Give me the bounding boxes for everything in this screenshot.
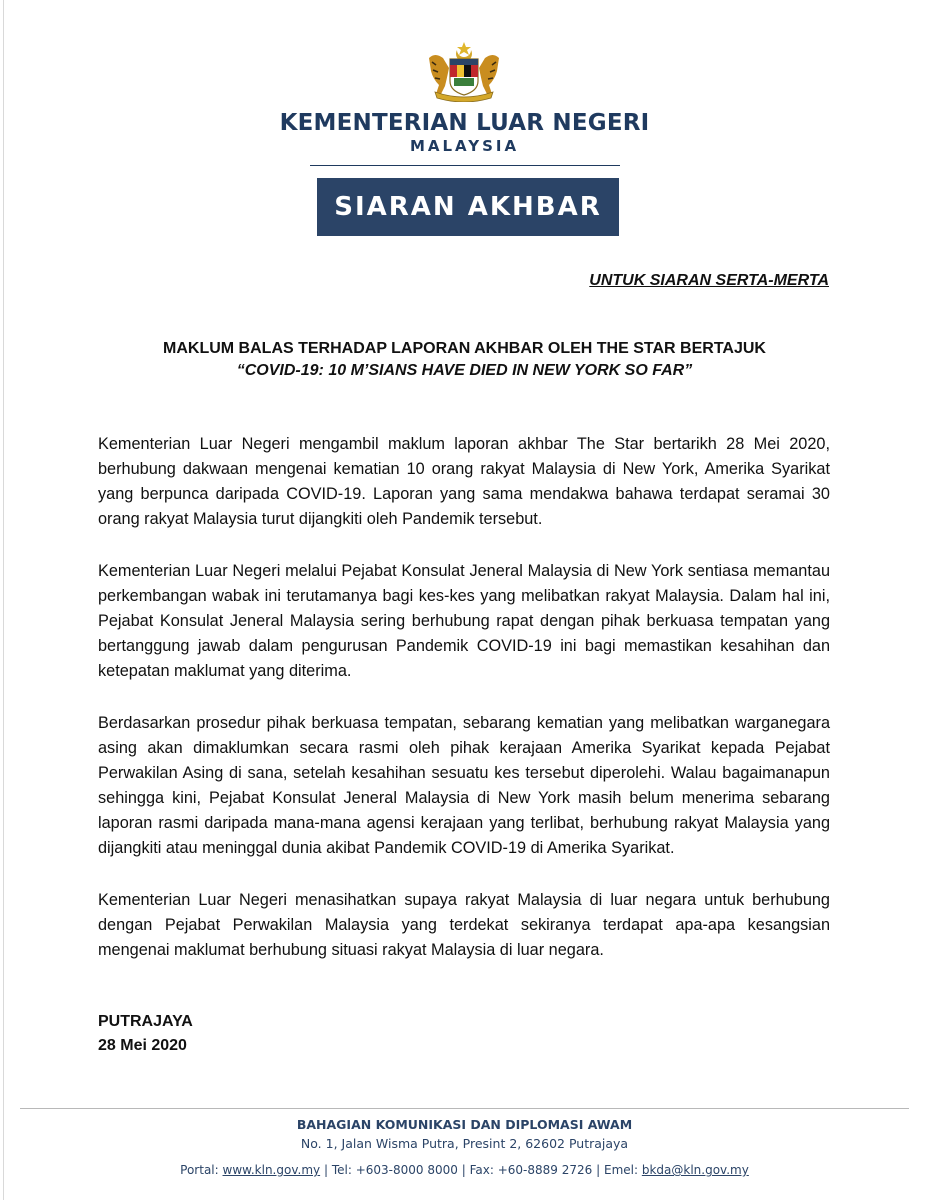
separator: |: [596, 1163, 601, 1177]
footer-contacts: [0, 1163, 929, 1177]
body-text: [98, 432, 830, 990]
footer-address: No. 1, Jalan Wisma Putra, Presint 2, 62602 Putrajaya: [300, 1136, 629, 1151]
fax-value: +60-8889 2726: [497, 1163, 593, 1177]
press-release-banner: SIARAN AKHBAR: [317, 178, 619, 236]
header-divider: [310, 165, 620, 166]
paragraph: Kementerian Luar Negeri melalui Pejabat Konsulat Jeneral Malaysia di New York sentiasa memantau perkembangan wabak ini terutamanya bagi kes-kes yang melibatkan rakyat Malaysia. Dalam hal ini, Pejabat Konsulat Jeneral Malaysia sering berhubung rapat dengan pihak berkuasa tempatan yang bertanggung jawab dalam pengurusan Pandemik COVID-19 ini bagi memastikan kesahihan dan ketepatan maklumat yang diterima.: [98, 562, 830, 680]
signoff-place: PUTRAJAYA: [98, 1013, 193, 1030]
page-edge: [3, 0, 4, 1200]
ministry-country: MALAYSIA: [409, 137, 520, 155]
coat-of-arms-icon: [421, 40, 507, 102]
tel-label: Tel:: [331, 1163, 352, 1177]
footer-department: BAHAGIAN KOMUNIKASI DAN DIPLOMASI AWAM: [296, 1117, 633, 1132]
release-label: UNTUK SIARAN SERTA-MERTA: [589, 272, 829, 289]
paragraph: Kementerian Luar Negeri menasihatkan supaya rakyat Malaysia di luar negara untuk berhubung dengan Pejabat Perwakilan Malaysia yang terdekat sekiranya terdapat apa-apa kesangsian mengenai maklumat berhubung situasi rakyat Malaysia di luar negara.: [98, 891, 830, 959]
document-subtitle: “COVID-19: 10 M’SIANS HAVE DIED IN NEW YORK SO FAR”: [236, 362, 693, 379]
separator: |: [461, 1163, 466, 1177]
email-link[interactable]: bkda@kln.gov.my: [641, 1163, 749, 1177]
email-label: Emel:: [603, 1163, 639, 1177]
portal-link[interactable]: www.kln.gov.my: [222, 1163, 321, 1177]
paragraph: Berdasarkan prosedur pihak berkuasa tempatan, sebarang kematian yang melibatkan warganegara asing akan dimaklumkan secara rasmi oleh pihak kerajaan Amerika Syarikat kepada Pejabat Perwakilan Asing di sana, setelah kesahihan sesuatu kes tersebut diperolehi. Walau bagaimanapun sehingga kini, Pejabat Konsulat Jeneral Malaysia di New York masih belum menerima sebarang laporan rasmi daripada mana-mana agensi kerajaan yang terlibat, berhubung rakyat Malaysia yang dijangkiti atau meninggal dunia akibat Pandemik COVID-19 di Amerika Syarikat.: [98, 714, 830, 857]
ministry-name: KEMENTERIAN LUAR NEGERI: [279, 110, 650, 136]
separator: |: [323, 1163, 328, 1177]
footer-divider: [20, 1108, 909, 1109]
signoff-date: 28 Mei 2020: [98, 1037, 187, 1054]
document-title: MAKLUM BALAS TERHADAP LAPORAN AKHBAR OLEH THE STAR BERTAJUK: [163, 340, 766, 357]
paragraph: Kementerian Luar Negeri mengambil maklum laporan akhbar The Star bertarikh 28 Mei 2020, berhubung dakwaan mengenai kematian 10 orang rakyat Malaysia di New York, Amerika Syarikat yang berpunca daripada COVID-19. Laporan yang sama mendakwa bahawa terdapat seramai 30 orang rakyat Malaysia turut dijangkiti oleh Pandemik tersebut.: [98, 435, 830, 528]
portal-label: Portal:: [180, 1163, 219, 1177]
fax-label: Fax:: [469, 1163, 494, 1177]
tel-value: +603-8000 8000: [355, 1163, 458, 1177]
